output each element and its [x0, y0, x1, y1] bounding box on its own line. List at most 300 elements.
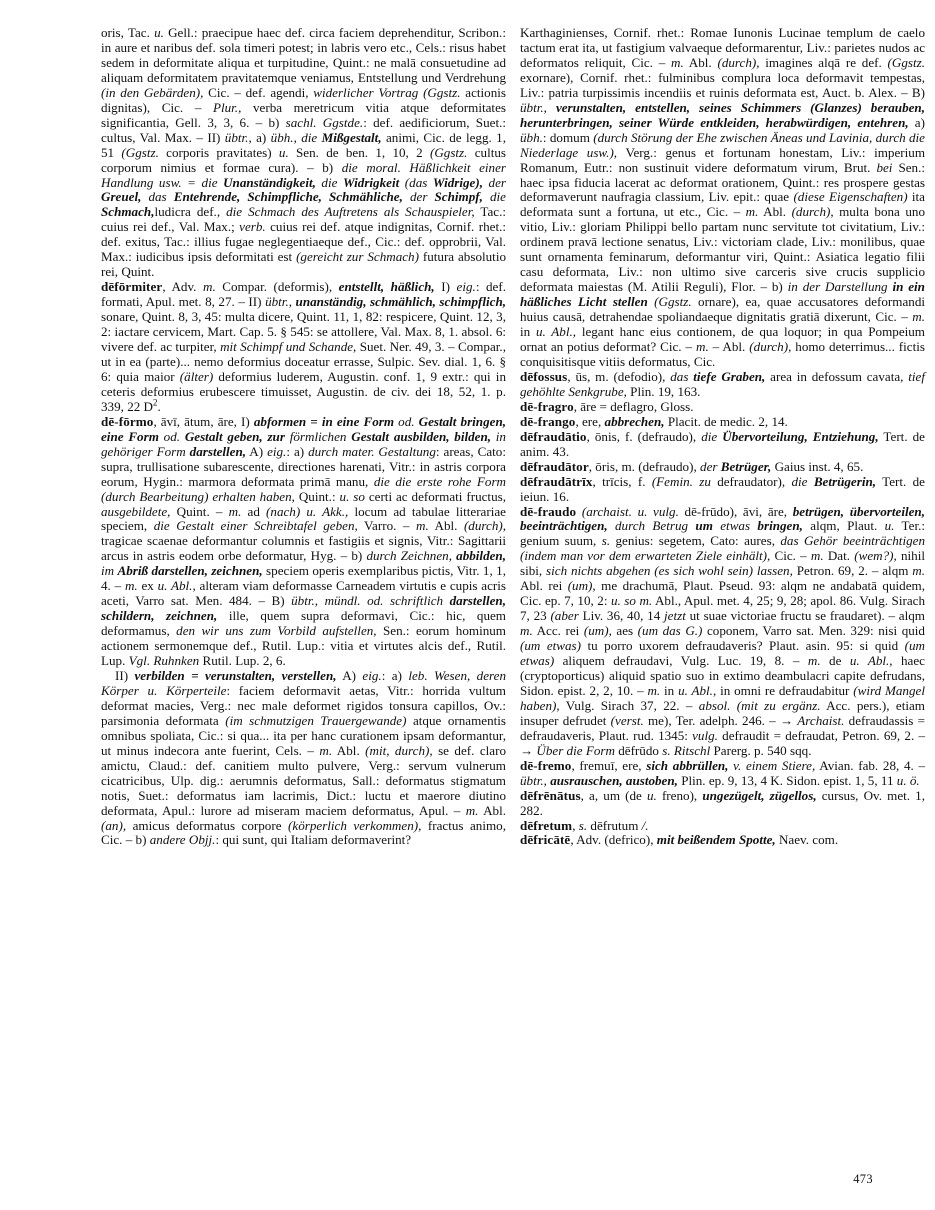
text-run: –	[901, 309, 908, 325]
text-run: Schimpf,	[434, 189, 483, 205]
text-run: m.	[202, 279, 216, 295]
text-run: abbrechen,	[604, 413, 665, 429]
text-run: abbilden,	[456, 548, 506, 564]
text-run: def. agendi,	[240, 84, 314, 100]
text-run: ille, quem supra deformavi, Cic.: hic, quem deformamus,	[101, 608, 506, 639]
dictionary-entry	[101, 415, 506, 669]
text-run: in	[660, 682, 679, 698]
text-run: coponem, Varro sat. Men. 329: nisi quid	[702, 623, 925, 639]
text-run: Gestalt ausbilden, bilden,	[351, 428, 492, 444]
page-columns	[101, 26, 925, 848]
text-run: aliquem defraudavi, Vulg. Luc. 19, 8.	[554, 653, 793, 669]
text-run: Dat.	[823, 548, 855, 564]
text-run: I)	[434, 279, 457, 295]
text-run: –	[760, 279, 768, 295]
text-run: m.	[647, 682, 661, 698]
text-run: cultus corporum nimius et formae cura).	[101, 144, 506, 175]
text-run: sich abbrüllen,	[646, 757, 729, 773]
text-run: übtr., mündl. od. schriftlich	[291, 593, 450, 609]
text-run: bringen,	[757, 518, 803, 534]
text-run: fractus animo, Cic.	[101, 817, 506, 848]
text-run: darstellen, schildern, zeichnen,	[101, 593, 506, 624]
text-run: m.	[415, 518, 429, 534]
right-text-column	[520, 26, 925, 848]
text-run: m.	[671, 54, 684, 70]
text-run: förmlichen	[284, 428, 352, 444]
text-run: homo deterrimus... fictis conquisitisque vitiis deformatus, Cic.	[520, 339, 925, 369]
text-run: od.	[394, 413, 419, 429]
text-run: –	[658, 54, 666, 70]
text-run: , āvī, ātum, āre, I)	[153, 413, 254, 429]
text-run: (in den Gebärden),	[101, 84, 204, 100]
text-run: verb.	[239, 219, 266, 235]
text-run: Suet. Ner. 49, 3.	[356, 339, 449, 355]
text-run: deformius luderem, Augustin. conf. 1, 9 extr.: qui in ceteris deformius erubescere timuisset, Augustin. de civ. dei 18, 52, 1. p. 339, 22 D	[101, 368, 506, 414]
text-run: Gestalt bringen, eine Form	[101, 413, 506, 444]
text-run: : faciem deformavit aetas, Vitr.: horrida vultum deformat macies, Verg.: nec male deformet rigidos tonsura capillos, Ov.: parsimonia deformata	[101, 682, 506, 728]
text-run: –	[918, 757, 926, 773]
text-run: (Ggstz.	[429, 144, 468, 160]
entry-headword: dēfricātē	[520, 832, 571, 848]
text-run	[799, 653, 807, 668]
text-run: corporis pravitates)	[158, 144, 279, 160]
text-run: Petron. 69, 2.	[792, 563, 872, 579]
text-run: ungezügelt, zügellos,	[702, 787, 817, 803]
text-run: s.	[601, 533, 611, 549]
text-run: ut suae victoriae fructu se fraudaret).	[685, 608, 889, 624]
text-run: (verst.	[610, 712, 644, 728]
text-run: : def. aedificiorum, Suet.: cultus, Val. Max.	[101, 114, 506, 145]
text-run: (gereicht zur Schmach)	[296, 249, 419, 265]
entry-headword: dēfraudātor	[520, 458, 589, 474]
text-run	[547, 100, 556, 115]
text-run: m.	[465, 802, 479, 818]
text-run: a)	[251, 129, 271, 145]
text-run: (um),	[567, 578, 596, 594]
text-run: legant hanc eius contionem, de qua loquor; in qua Pompeium ornat an potius deformat? Cic.	[520, 324, 925, 355]
text-run: Avian. fab. 28, 4.	[815, 757, 919, 773]
text-run: (um etwas)	[520, 638, 582, 654]
entry-headword: dēfretum	[520, 817, 573, 833]
text-run: cuius rei def. atque indignitas, Cornif. rhet.: def. exitus, Tac.: illius fugae neglegentiaeque def., Cic.: def. opprobrii, Val. Max.: iudicibus ipsis deformitati est	[101, 219, 506, 265]
text-run: u. Abl.,	[849, 653, 893, 669]
text-run: m.	[807, 653, 821, 669]
text-run: : domum	[542, 129, 594, 145]
text-run: Abl.	[758, 204, 792, 220]
text-run: ex	[137, 578, 158, 594]
text-run: Karthaginienses, Cornif. rhet.: Romae Iunonis Lucinae templum de caelo tactum erat ita, ut fastigium valvaeque deformarentur, Liv.: parietes nudos ac deformatos reliquit, Cic.	[520, 25, 925, 70]
text-run: u. Abl.,	[535, 324, 577, 340]
text-run: Ter.: genium suum,	[520, 518, 925, 549]
text-run: defraudator),	[710, 473, 792, 489]
text-run: –	[307, 742, 314, 758]
text-run: defraudit = defraudat, Petron. 69, 2.	[717, 727, 919, 743]
text-run: B)	[264, 593, 292, 609]
text-run: Verg.: genus et fortunam honestam, Liv.: imperium Romanum, Eutr.: non sustinuit videre deformatum virum, Brut.	[520, 144, 925, 175]
text-run: Schmach,	[101, 204, 155, 220]
text-run: Betrügerin,	[813, 473, 877, 489]
text-run: Gestalt geben, zur	[184, 428, 285, 444]
text-run: das	[141, 189, 174, 205]
text-run: me), Ter. adelph. 246.	[643, 712, 770, 728]
text-run: sich nichts abgehen (es sich wohl sein) lassen,	[546, 563, 793, 579]
dictionary-entry	[520, 400, 925, 415]
text-run: sachl. Ggstde.	[285, 114, 364, 130]
text-run: /.	[641, 817, 649, 833]
text-run: od.	[158, 428, 185, 444]
text-run: Tert. de ieiun. 16.	[520, 473, 925, 504]
text-run: Tac.: cuius rei def., Val. Max.;	[101, 204, 507, 235]
entry-headword: dē-frango	[520, 413, 576, 429]
text-run: (aber	[550, 608, 579, 624]
text-run: –	[258, 593, 265, 609]
text-run: (diese Eigenschaften)	[793, 189, 908, 205]
text-run: (Ggstz.	[887, 54, 925, 70]
text-run: –	[888, 608, 896, 624]
text-run: Abl.	[428, 518, 464, 534]
text-run: actionis dignitas), Cic.	[101, 84, 506, 115]
text-run: (älter)	[179, 368, 214, 384]
text-run: Widrigkeit	[342, 174, 400, 190]
text-run: übtr.,	[265, 294, 292, 310]
text-run: oris, Tac.	[101, 25, 155, 40]
entry-headword: dēfossus	[520, 368, 568, 384]
text-run: , ōnis, f. (defraudo),	[586, 428, 702, 444]
text-run: Acc. pers.), etiam insuper defrudet	[520, 697, 925, 728]
text-run: certi ac deformati fructus,	[364, 488, 506, 504]
text-run: –	[733, 204, 741, 220]
text-run: –	[234, 84, 241, 100]
text-run: –	[453, 802, 461, 818]
text-run: Abl.	[683, 54, 718, 70]
text-run: u. Abl.,	[157, 578, 196, 594]
text-run: b)	[313, 159, 342, 175]
text-run: (im schmutzigen Trauergewande)	[225, 712, 407, 728]
text-run: dēfrūdo	[614, 742, 663, 758]
text-run: die die erste rohe Form (durch Bearbeitung) erhalten haben,	[101, 473, 507, 504]
text-run: in gehöriger Form	[101, 428, 506, 459]
text-run: (Ggstz.	[121, 144, 159, 160]
text-run: – →	[769, 712, 798, 728]
text-run: den wir uns zum Vorbild aufstellen,	[176, 623, 377, 639]
text-run: tragicae scaenae deformantur columnis et fastigiis et signis, Vitr.: Sagittarii arcus in astris eodem orbe deformatur, Hyg.	[101, 533, 506, 564]
text-run: das	[670, 368, 694, 384]
dictionary-entry	[520, 759, 925, 789]
text-run: b)	[347, 548, 367, 564]
text-run: (an),	[101, 817, 127, 833]
text-run: , Adv.	[162, 279, 203, 295]
text-run: widerlicher Vortrag (Ggstz.	[313, 84, 461, 100]
text-run: in ein häßliches Licht stellen	[520, 279, 925, 310]
text-run: u. Abl.,	[678, 682, 717, 698]
text-run: II)	[244, 294, 266, 310]
text-run: m.	[912, 309, 925, 325]
text-run: verunstalten, entstellen, seines Schimmers (Glanzes) berauben, herunterbringen, seiner Würde entkleiden, herabwürdigen, entehren,	[520, 99, 925, 130]
text-run: II)	[115, 667, 135, 683]
text-run: (archaist. u. vulg.	[581, 503, 679, 519]
text-run: –	[685, 697, 693, 713]
text-run: Abl. rei	[520, 578, 568, 594]
text-run: etwas	[712, 518, 758, 534]
text-run: (körperlich verkommen),	[288, 817, 422, 833]
text-run: mit Schimpf und Schande,	[220, 339, 357, 355]
text-run: übtr.,	[520, 99, 547, 115]
text-run: darstellen,	[189, 443, 247, 459]
text-run: –	[194, 99, 202, 115]
text-run: Abl.	[332, 742, 366, 758]
text-run: defraudassis = defraudaveris, Plaut. rud. 1345:	[520, 712, 926, 743]
text-run: die moral. Häßlichkeit einer Handlung usw. = die	[101, 159, 506, 190]
text-run: jetzt	[664, 608, 686, 624]
text-run: m.	[520, 623, 533, 639]
entry-paragraph	[101, 669, 506, 848]
text-run: u.	[646, 787, 657, 803]
text-run: –	[307, 159, 314, 175]
text-run: .	[157, 398, 161, 414]
text-run: , āre = deflagro, Gloss.	[573, 398, 694, 414]
text-run: ita deformata sunt a fortuna, ut etc., Cic.	[520, 189, 925, 220]
text-run: : qui sunt, qui Italiam deformaverint?	[215, 832, 412, 848]
text-run: , a, um (de	[580, 787, 647, 803]
text-run: Widrige),	[432, 174, 483, 190]
text-run: (um),	[583, 623, 612, 639]
dictionary-entry	[101, 280, 506, 415]
text-run: (durch Störung der Ehe zwischen Äneas und Lavinia, durch die Niederlage usw.),	[520, 129, 925, 160]
text-run: A)	[246, 443, 268, 459]
text-run: u.	[154, 25, 164, 40]
text-run: ,	[572, 817, 579, 833]
text-run: A)	[336, 667, 363, 683]
dictionary-entry	[520, 833, 925, 848]
text-run: –	[637, 682, 644, 698]
text-run: bei	[876, 159, 893, 175]
text-run: m.	[912, 563, 925, 579]
text-run: Unanständigkeit,	[223, 174, 316, 190]
text-run: (wem?),	[854, 548, 897, 564]
text-run: Compar., ut in ea (parte)... nemo deformius doceatur errasse, Sulpic. Sev. dial. 1, 6. § 6: quia maior	[101, 339, 506, 384]
text-run: genius: segetem, Cato: aures,	[610, 533, 781, 549]
text-run: (Ggstz.	[647, 294, 692, 310]
text-run: (mit, durch),	[365, 742, 433, 758]
entry-headword: dē-fōrmo	[101, 413, 154, 429]
text-run: (das	[399, 174, 433, 190]
text-run: –	[448, 339, 455, 355]
text-run: Über die Form	[536, 742, 615, 758]
dictionary-entry	[520, 430, 925, 460]
text-run: m.	[228, 503, 242, 519]
dictionary-entry	[520, 505, 925, 759]
text-run: die Schmach des Auftretens als Schauspieler,	[226, 204, 475, 220]
text-run: in	[520, 324, 536, 340]
text-run: Abl., Apul. met. 4, 25; 9, 28; apol. 86. Vulg. Sirach 7, 23	[520, 593, 926, 624]
text-run: Abriß darstellen, zeichnen,	[117, 563, 263, 579]
text-run: Liv. 36, 40, 14	[578, 608, 665, 624]
text-run: der	[402, 189, 435, 205]
text-run: 2	[153, 397, 158, 408]
text-run: (nach) u. Akk.,	[266, 503, 349, 519]
text-run: betrügen, übervorteilen, beeinträchtigen,	[520, 503, 925, 534]
text-run: s. Ritschl	[662, 742, 711, 758]
text-run: futura absolutio rei, Quint.	[101, 249, 506, 280]
entry-continuation	[520, 26, 925, 370]
text-run: amicus deformatus corpore	[126, 817, 289, 833]
text-run: Mißgestalt,	[321, 129, 382, 145]
text-run: Compar. (deformis),	[215, 279, 339, 295]
text-run: –	[792, 653, 800, 669]
text-run: durch Zeichnen,	[366, 548, 457, 564]
text-run: alqm	[895, 608, 925, 624]
text-run: andere Objj.	[149, 832, 216, 848]
text-run: alteram viam deformasse Carneadem virtutis e cupis acris aceti, Varro sat. Men. 484.	[101, 578, 506, 609]
text-run: , ōris, m. (defraudo),	[588, 458, 701, 474]
text-run: unanständig, schmählich, schimpflich,	[295, 294, 506, 310]
text-run: Gell.: praecipue haec def. circa faciem deprehenditur, Scribon.: in aure et naribus def. sola timeri potest; in labris vero etc., Cels.: risus habet sedem in deformitate aliqua et turpitudine, Quint.: ne malā consuetudine ad aliquam deformitatem pravitatemque veniamus, Entstellung und Verdrehung	[101, 25, 506, 85]
text-run: Quint.:	[294, 488, 340, 504]
entry-continuation	[101, 26, 506, 280]
text-run	[201, 100, 213, 115]
text-run: Varro.	[357, 518, 403, 534]
text-run: exornare), Cornif. rhet.: fulminibus complura loca deformavit tempestas, Liv.: patria turpissimis incendiis et ruinis deformata est, Auct. b. Alex.	[520, 69, 925, 100]
text-run: Plur.,	[212, 99, 242, 115]
text-run: übh., die	[270, 129, 322, 145]
entry-headword: dē-fremo	[520, 757, 572, 773]
text-run: der	[700, 458, 721, 474]
text-run: mit beißendem Spotte,	[656, 832, 776, 848]
text-run: u. so m.	[610, 593, 653, 609]
text-run: Vulg. Sirach 37, 22.	[559, 697, 686, 713]
entry-headword: dēfraudātrīx	[520, 473, 593, 489]
text-run: , Adv. (defrico),	[570, 832, 657, 848]
text-run: : a)	[381, 667, 409, 683]
text-run: Parerg. p. 540 sqq.	[710, 742, 812, 758]
text-run: Rutil. Lup. 2, 6.	[199, 653, 286, 669]
text-run: u.	[278, 144, 289, 160]
text-run: me drachumā, Plaut. Pseud. 93: alqm ne andabatā quidem, Cic. ep. 7, 10, 2:	[520, 578, 925, 609]
text-run: Übervorteilung, Entziehung,	[722, 428, 879, 444]
text-run: Abl.	[719, 339, 750, 355]
text-run: a)	[908, 114, 925, 130]
text-run: entstellt, häßlich,	[338, 279, 435, 295]
text-run: –	[901, 84, 908, 100]
text-run: alqm, Plaut.	[802, 518, 885, 534]
text-run: dē-frūdo), āvi, āre,	[678, 503, 793, 519]
entry-headword: dē-fragro	[520, 398, 574, 414]
text-run: (Femin. zu	[651, 473, 711, 489]
text-run: übtr.,	[520, 772, 547, 788]
text-run: –	[215, 503, 223, 519]
text-run: multa bona uno vitio, Liv.: gloriam Philippi bello partam nunc servitute tot civitatium, Liv.: ordinem pravā lectione senatus, Liv.: victoriam clade, Liv.: monilibus, quae sunt ornamenta feminarum, deformantur viri, Quint.: Asiatica legatio filii casu deformata, Liv.: non ultimo sive carceris sive crucis supplicio deformata maiestas (M. Atilii Reguli), Flor.	[520, 204, 925, 295]
text-run: Vgl. Ruhnken	[128, 653, 200, 669]
text-run: die	[701, 428, 723, 444]
text-run: Quint.	[170, 503, 216, 519]
text-run: die Gestalt einer Schreibtafel geben,	[153, 518, 358, 534]
text-run: Sen.: eorum hominum actionem sermonemque def., Rutil. Lup.: vitia et virtutes alcis def., Rutil. Lup.	[101, 623, 506, 669]
text-run: ausrauschen, austoben,	[550, 772, 678, 788]
text-run: sonare, Quint. 8, 3, 45: multa dicere, Quint. 11, 1, 82: respicere, Quint. 12, 3, 2: iactare cervicem, Mart. Cap. 5. § 545: se attollere, Val. Max. 8, 1. absol. 6: vivere def. ac turpiter,	[101, 309, 506, 355]
text-run: Entehrende, Schimpfliche, Schmähliche,	[173, 189, 403, 205]
text-run: eig.	[267, 443, 287, 459]
text-run: –	[114, 578, 122, 594]
text-run: m.	[745, 204, 759, 220]
text-run: s.	[578, 817, 588, 833]
text-run: dēfrutum	[587, 817, 642, 833]
text-run: durch Betrug	[607, 518, 696, 534]
text-run: m.	[810, 548, 824, 564]
text-run: : a)	[286, 443, 309, 459]
text-run: Plin. 19, 163.	[626, 383, 701, 399]
text-run: übh.	[520, 129, 543, 145]
text-run: imagines alqā re def.	[759, 54, 888, 70]
text-run: um	[695, 518, 713, 534]
text-run: locum ad tabulae litterariae speciem,	[101, 503, 506, 534]
text-run: Greuel,	[101, 189, 142, 205]
text-run: (durch),	[717, 54, 760, 70]
text-run: –	[340, 548, 348, 564]
text-run: , ūs, m. (defodio),	[567, 368, 671, 384]
text-run: das Gehör beeinträchtigen (indem man vor dem erwarteten Ziele einhält),	[520, 533, 925, 564]
text-run: u. ö.	[896, 772, 920, 788]
dictionary-entry	[520, 370, 925, 400]
text-run: b)	[132, 832, 150, 848]
text-run: verba meretricum vitia atque deformitates significantia, Gell. 3, 3, 6.	[101, 99, 506, 130]
text-run: aes	[611, 623, 638, 639]
text-run: atque ornamentis omnibus spoliata, Cic.: si qua... ita per hanc curationem ipsam deformantur, ut minus indecora ante fuerint, Cels.	[101, 712, 506, 758]
page-number: 473	[853, 1172, 873, 1186]
text-run: (durch),	[463, 518, 506, 534]
text-run: Gaius inst. 4, 65.	[771, 458, 864, 474]
text-run: Cic.	[770, 548, 801, 564]
text-run: Sen. de ben. 1, 10, 2	[288, 144, 430, 160]
text-run: die	[482, 189, 506, 205]
text-run: Sen.: haec ipsa fiducia lacerat ac deformat orationem, Quint.: res prospere gestas deformaverunt naufragia classium, Liv. epit.: quae	[520, 159, 925, 205]
dictionary-entry	[520, 460, 925, 475]
text-run: b)	[767, 279, 788, 295]
text-run: haec (cryptoporticus) aliquid spatio suo in extimo deambulacri capite defrudans, Sidon. epist. 2, 2, 10.	[520, 653, 925, 698]
text-run: II)	[202, 129, 225, 145]
entry-headword: dēfrēnātus	[520, 787, 581, 803]
text-run: , trīcis, f.	[592, 473, 652, 489]
text-run: Cic.	[203, 84, 235, 100]
text-run: Tert. de anim. 43.	[520, 428, 925, 459]
text-run: Acc. rei	[532, 623, 584, 639]
text-run: übtr.,	[224, 129, 252, 145]
text-run: verbilden = verunstalten, verstellen,	[134, 667, 337, 683]
text-run: eig.	[456, 279, 476, 295]
text-run: der	[482, 174, 506, 190]
text-run: absol. (mit zu ergänz.	[698, 697, 821, 713]
text-run: Betrüger,	[720, 458, 772, 474]
text-run: tiefe Graben,	[693, 368, 766, 384]
text-run: die	[315, 174, 343, 190]
text-run: –	[871, 563, 879, 579]
text-run: (um etwas)	[520, 638, 926, 669]
text-run: m.	[319, 742, 333, 758]
entry-headword: dē-fraudo	[520, 503, 577, 519]
text-run: m.	[695, 339, 709, 355]
text-run: de	[820, 653, 850, 669]
text-run: (wird Mangel haben),	[520, 682, 925, 713]
text-run: tu porro uxorem defraudaveris? Plaut. asin. 95: si quid	[581, 638, 905, 654]
text-run: im	[101, 563, 118, 579]
text-run: Placit. de medic. 2, 14.	[664, 413, 788, 429]
text-run: alqm	[878, 563, 913, 579]
text-run: Naev. com.	[775, 832, 839, 848]
text-run: (durch),	[791, 204, 834, 220]
text-run: : def. formati, Apul. met. 8, 27.	[101, 279, 506, 310]
text-run: in omni re defraudabitur	[716, 682, 854, 698]
text-run: : areas, Cato: supra, trullisatione subarescente, directiones harenati, Vitr.: in astris corpora eorum, Hygin.: marmora deformata primā manu,	[101, 443, 506, 489]
text-run: (durch),	[749, 339, 792, 355]
